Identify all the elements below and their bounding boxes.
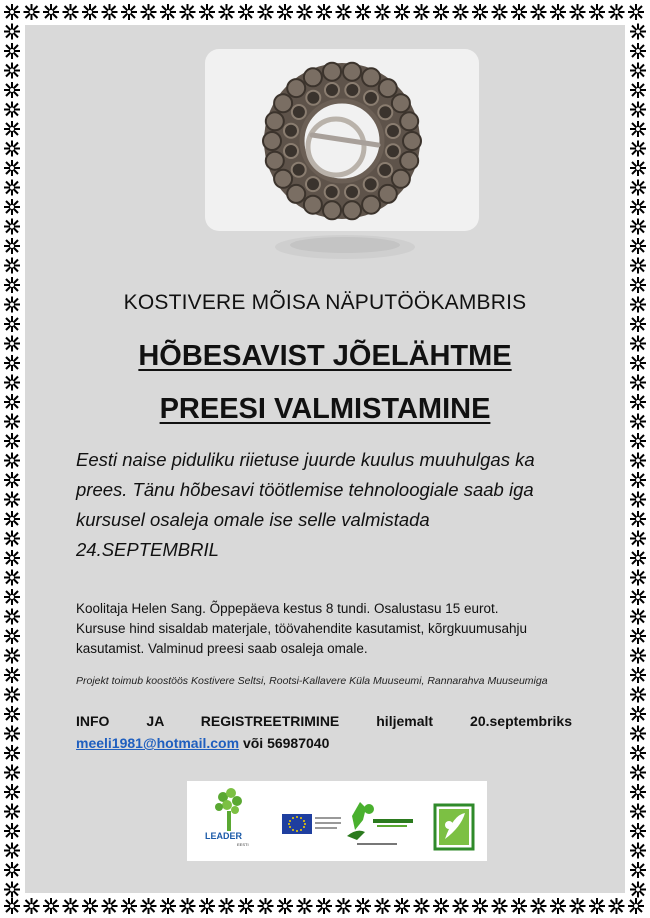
border-star-icon xyxy=(4,180,20,196)
project-note: Projekt toimub koostöös Kostivere Seltsi, Rootsi-Kallavere Küla Muuseumi, Rannarahva Muuseumiga xyxy=(76,675,548,687)
border-star-icon xyxy=(630,882,646,898)
border-star-icon xyxy=(630,823,646,839)
border-star-icon xyxy=(63,898,79,914)
logo-strip xyxy=(187,781,487,861)
border-star-icon xyxy=(4,492,20,508)
border-star-icon xyxy=(375,898,391,914)
border-star-icon xyxy=(630,472,646,488)
title-line-2: PREESI VALMISTAMINE xyxy=(159,393,491,425)
leader-badge-icon xyxy=(435,805,473,849)
border-star-icon xyxy=(316,898,332,914)
border-star-icon xyxy=(4,433,20,449)
border-star-icon xyxy=(630,648,646,664)
border-star-icon xyxy=(43,898,59,914)
border-star-icon xyxy=(4,43,20,59)
border-star-icon xyxy=(4,258,20,274)
border-star-icon xyxy=(630,199,646,215)
border-star-icon xyxy=(121,4,137,20)
leader-logo-text: LEADER xyxy=(205,831,243,841)
title-line-1: HÕBESAVIST JÕELÄHTME xyxy=(138,340,512,372)
intro-line: Eesti naise piduliku riietuse juurde kuulus muuhulgas ka xyxy=(76,449,535,470)
border-star-icon xyxy=(4,511,20,527)
border-star-icon xyxy=(4,141,20,157)
contact-line xyxy=(76,735,329,751)
border-star-icon xyxy=(630,784,646,800)
border-star-icon xyxy=(4,898,20,914)
border-star-icon xyxy=(630,726,646,742)
border-star-icon xyxy=(630,687,646,703)
intro-line: kursusel osaleja omale ise selle valmistada xyxy=(76,509,430,530)
border-star-icon xyxy=(258,898,274,914)
leader-logo-sub: EESTI xyxy=(237,842,249,847)
border-star-icon xyxy=(630,82,646,98)
border-star-icon xyxy=(630,570,646,586)
border-star-icon xyxy=(433,4,449,20)
border-star-icon xyxy=(630,63,646,79)
pohja-harju-logo xyxy=(347,802,413,845)
border-star-icon xyxy=(4,745,20,761)
border-star-icon xyxy=(630,24,646,40)
border-star-icon xyxy=(4,804,20,820)
border-star-icon xyxy=(630,862,646,878)
border-star-icon xyxy=(630,258,646,274)
border-star-icon xyxy=(24,898,40,914)
border-star-icon xyxy=(4,823,20,839)
border-star-icon xyxy=(531,898,547,914)
border-star-icon xyxy=(630,102,646,118)
border-star-icon xyxy=(628,898,644,914)
border-star-icon xyxy=(630,277,646,293)
border-star-icon xyxy=(511,4,527,20)
border-star-icon xyxy=(4,121,20,137)
leader-tree-icon xyxy=(215,788,242,831)
border-star-icon xyxy=(630,667,646,683)
border-star-icon xyxy=(4,472,20,488)
border-star-icon xyxy=(219,898,235,914)
border-star-icon xyxy=(4,531,20,547)
border-star-icon xyxy=(570,898,586,914)
border-star-icon xyxy=(316,4,332,20)
border-star-icon xyxy=(160,4,176,20)
brooch-reflection xyxy=(255,231,435,271)
border-star-icon xyxy=(277,898,293,914)
border-star-icon xyxy=(630,316,646,332)
border-star-icon xyxy=(4,570,20,586)
border-star-icon xyxy=(4,453,20,469)
border-star-icon xyxy=(4,862,20,878)
border-star-icon xyxy=(4,667,20,683)
border-star-icon xyxy=(4,414,20,430)
border-star-icon xyxy=(82,898,98,914)
border-star-icon xyxy=(630,43,646,59)
border-star-icon xyxy=(238,4,254,20)
border-star-icon xyxy=(180,4,196,20)
border-star-icon xyxy=(4,550,20,566)
subtitle: KOSTIVERE MÕISA NÄPUTÖÖKAMBRIS xyxy=(123,291,527,314)
border-star-icon xyxy=(219,4,235,20)
border-star-icon xyxy=(4,336,20,352)
border-star-icon xyxy=(472,4,488,20)
border-star-icon xyxy=(453,898,469,914)
border-star-icon xyxy=(630,433,646,449)
border-star-icon xyxy=(630,511,646,527)
border-star-icon xyxy=(630,219,646,235)
border-star-icon xyxy=(630,531,646,547)
border-star-icon xyxy=(630,706,646,722)
border-star-icon xyxy=(630,843,646,859)
border-star-icon xyxy=(355,898,371,914)
border-star-icon xyxy=(160,898,176,914)
border-star-icon xyxy=(630,628,646,644)
border-star-icon xyxy=(82,4,98,20)
eu-flag-icon xyxy=(282,814,341,834)
email-link[interactable]: meeli1981@hotmail.com xyxy=(76,735,240,751)
border-star-icon xyxy=(4,706,20,722)
border-star-icon xyxy=(4,765,20,781)
border-star-icon xyxy=(141,898,157,914)
border-star-icon xyxy=(630,394,646,410)
border-star-icon xyxy=(297,898,313,914)
intro-date: 24.SEPTEMBRIL xyxy=(76,539,219,560)
border-star-icon xyxy=(4,219,20,235)
border-star-icon xyxy=(630,160,646,176)
border-star-icon xyxy=(630,609,646,625)
border-star-icon xyxy=(630,238,646,254)
brooch-image xyxy=(205,49,479,231)
border-star-icon xyxy=(492,4,508,20)
border-star-icon xyxy=(4,4,20,20)
border-star-icon xyxy=(4,82,20,98)
border-star-icon xyxy=(4,277,20,293)
border-star-icon xyxy=(630,550,646,566)
border-star-icon xyxy=(609,898,625,914)
border-star-icon xyxy=(43,4,59,20)
border-star-icon xyxy=(4,160,20,176)
border-star-icon xyxy=(550,898,566,914)
border-star-icon xyxy=(4,199,20,215)
border-star-icon xyxy=(630,804,646,820)
border-star-icon xyxy=(63,4,79,20)
registration-info: INFO JA REGISTREETRIMINE hiljemalt 20.septembriks xyxy=(76,713,572,729)
border-star-icon xyxy=(414,898,430,914)
border-star-icon xyxy=(121,898,137,914)
border-star-icon xyxy=(630,297,646,313)
border-star-icon xyxy=(630,589,646,605)
border-star-icon xyxy=(258,4,274,20)
border-star-icon xyxy=(630,375,646,391)
border-star-icon xyxy=(4,375,20,391)
intro-line: prees. Tänu hõbesavi töötlemise tehnoloogiale saab iga xyxy=(76,479,534,500)
border-star-icon xyxy=(630,492,646,508)
border-star-icon xyxy=(630,414,646,430)
brooch-photo xyxy=(205,49,479,231)
border-star-icon xyxy=(630,121,646,137)
border-star-icon xyxy=(630,355,646,371)
border-star-icon xyxy=(199,4,215,20)
border-star-icon xyxy=(4,316,20,332)
border-star-icon xyxy=(394,898,410,914)
border-star-icon xyxy=(550,4,566,20)
border-star-icon xyxy=(453,4,469,20)
border-star-icon xyxy=(102,4,118,20)
border-star-icon xyxy=(199,898,215,914)
border-star-icon xyxy=(4,609,20,625)
border-star-icon xyxy=(4,24,20,40)
border-star-icon xyxy=(630,141,646,157)
course-details xyxy=(76,599,591,659)
border-star-icon xyxy=(630,745,646,761)
border-star-icon xyxy=(609,4,625,20)
border-star-icon xyxy=(4,687,20,703)
border-star-icon xyxy=(336,898,352,914)
border-star-icon xyxy=(394,4,410,20)
border-star-icon xyxy=(511,898,527,914)
border-star-icon xyxy=(630,765,646,781)
border-star-icon xyxy=(336,4,352,20)
border-star-icon xyxy=(630,180,646,196)
details-line: kasutamist. Valminud preesi saab osaleja omale. xyxy=(76,641,368,656)
border-star-icon xyxy=(355,4,371,20)
border-star-icon xyxy=(297,4,313,20)
border-star-icon xyxy=(4,394,20,410)
intro-text xyxy=(76,445,586,565)
border-star-icon xyxy=(141,4,157,20)
border-star-icon xyxy=(4,882,20,898)
border-star-icon xyxy=(433,898,449,914)
border-star-icon xyxy=(4,63,20,79)
border-star-icon xyxy=(4,297,20,313)
border-star-icon xyxy=(570,4,586,20)
border-star-icon xyxy=(472,898,488,914)
border-star-icon xyxy=(4,726,20,742)
border-star-icon xyxy=(180,898,196,914)
phone-text: või 56987040 xyxy=(239,735,330,751)
border-star-icon xyxy=(492,898,508,914)
border-star-icon xyxy=(531,4,547,20)
border-star-icon xyxy=(102,898,118,914)
border-star-icon xyxy=(630,453,646,469)
border-star-icon xyxy=(589,898,605,914)
sponsor-logos xyxy=(187,781,487,861)
border-star-icon xyxy=(4,102,20,118)
border-star-icon xyxy=(4,628,20,644)
details-line: Koolitaja Helen Sang. Õppepäeva kestus 8 tundi. Osalustasu 15 eurot. xyxy=(76,601,499,616)
border-star-icon xyxy=(24,4,40,20)
border-star-icon xyxy=(414,4,430,20)
border-star-icon xyxy=(238,898,254,914)
border-star-icon xyxy=(4,784,20,800)
border-star-icon xyxy=(628,4,644,20)
border-star-icon xyxy=(4,355,20,371)
details-line: Kursuse hind sisaldab materjale, töövahendite kasutamist, kõrgkuumusahju xyxy=(76,621,527,636)
border-star-icon xyxy=(589,4,605,20)
border-star-icon xyxy=(277,4,293,20)
border-star-icon xyxy=(4,589,20,605)
border-star-icon xyxy=(4,843,20,859)
border-star-icon xyxy=(630,336,646,352)
border-star-icon xyxy=(4,238,20,254)
border-star-icon xyxy=(4,648,20,664)
border-star-icon xyxy=(375,4,391,20)
poster-panel xyxy=(25,25,625,893)
